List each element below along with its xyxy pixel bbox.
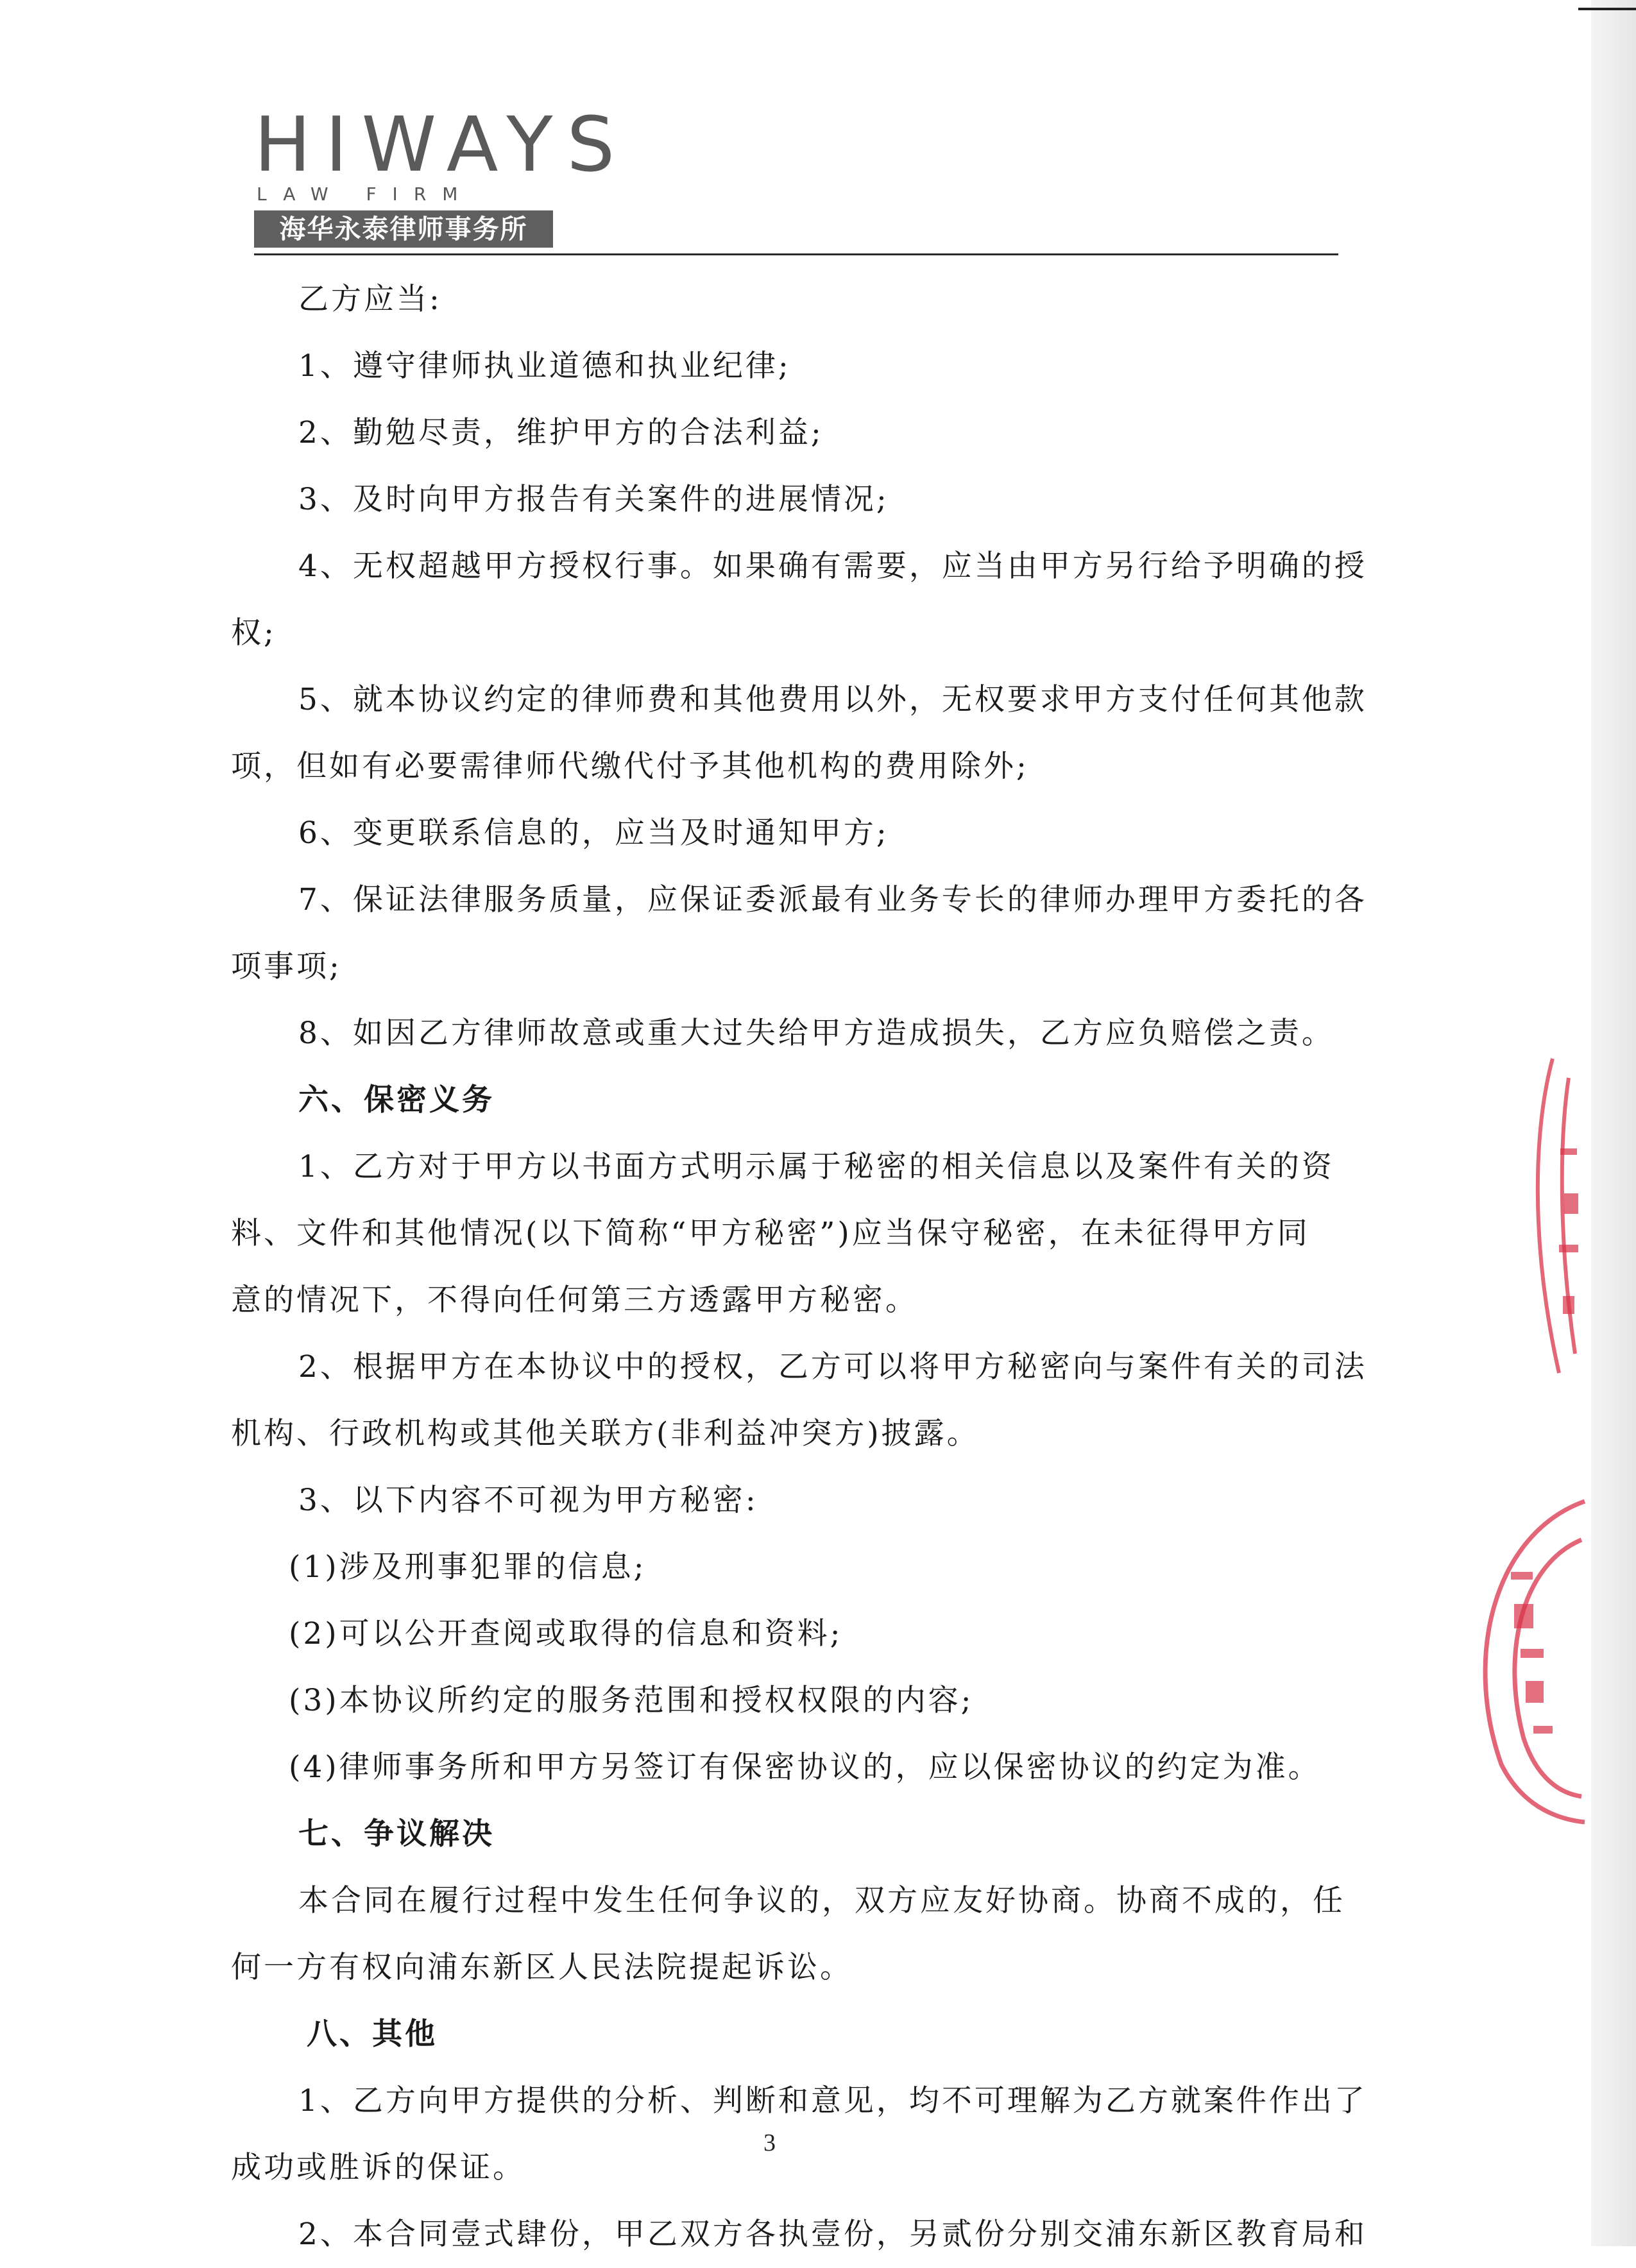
logo-brand-text: HIWAYS: [254, 100, 629, 189]
list-item: 1、遵守律师执业道德和执业纪律;: [298, 348, 791, 384]
sub-list-item: (4)律师事务所和甲方另签订有保密协议的，应以保密协议的约定为准。: [289, 1750, 1321, 1785]
list-item: 2、本合同壹式肆份，甲乙双方各执壹份，另贰份分别交浦东新区教育局和: [298, 2217, 1367, 2252]
list-item: 5、就本协议约定的律师费和其他费用以外，无权要求甲方支付任何其他款: [298, 682, 1367, 717]
list-item: 1、乙方对于甲方以书面方式明示属于秘密的相关信息以及案件有关的资: [298, 1149, 1334, 1184]
sub-list-item: (1)涉及刑事犯罪的信息;: [289, 1549, 647, 1585]
list-item-continuation: 项事项;: [231, 949, 342, 984]
logo-chinese-name: 海华永泰律师事务所: [254, 210, 553, 248]
sub-list-item: (2)可以公开查阅或取得的信息和资料;: [289, 1616, 843, 1651]
list-item-continuation: 项，但如有必要需律师代缴代付予其他机构的费用除外;: [231, 749, 1029, 784]
list-item: 4、无权超越甲方授权行事。如果确有需要，应当由甲方另行给予明确的授: [298, 549, 1367, 584]
section-heading-confidentiality: 六、保密义务: [298, 1082, 495, 1118]
list-item: 2、勤勉尽责，维护甲方的合法利益;: [298, 415, 824, 450]
law-firm-logo: [254, 100, 629, 248]
red-seal-fragment-upper: [1514, 1052, 1591, 1386]
section-heading-other: 八、其他: [307, 2016, 438, 2052]
list-item: 7、保证法律服务质量，应保证委派最有业务专长的律师办理甲方委托的各: [298, 882, 1367, 917]
list-item: 8、如因乙方律师故意或重大过失给甲方造成损失，乙方应负赔偿之责。: [298, 1016, 1334, 1051]
paragraph: 本合同在履行过程中发生任何争议的，双方应友好协商。协商不成的，任: [298, 1883, 1345, 1918]
list-item: 3、及时向甲方报告有关案件的进展情况;: [298, 482, 889, 517]
list-item-continuation: 意的情况下，不得向任何第三方透露甲方秘密。: [231, 1283, 918, 1318]
red-seal-fragment-lower: [1450, 1495, 1591, 1829]
list-item-continuation: 成功或胜诉的保证。: [231, 2150, 525, 2185]
list-item: 2、根据甲方在本协议中的授权，乙方可以将甲方秘密向与案件有关的司法: [298, 1349, 1367, 1385]
list-item-continuation: 机构、行政机构或其他关联方(非利益冲突方)披露。: [231, 1416, 980, 1451]
paragraph-continuation: 何一方有权向浦东新区人民法院提起诉讼。: [231, 1950, 853, 1985]
document-body: [231, 266, 1367, 2268]
list-item: 6、变更联系信息的，应当及时通知甲方;: [298, 815, 889, 851]
list-item: 3、以下内容不可视为甲方秘密:: [298, 1483, 758, 1518]
page-number: 3: [763, 2129, 776, 2156]
scan-corner-mark: [1578, 8, 1636, 10]
list-item-continuation: 权;: [231, 615, 277, 651]
section-heading-dispute: 七、争议解决: [298, 1816, 495, 1852]
scan-page-edge: [1591, 0, 1636, 2246]
sub-list-item: (3)本协议所约定的服务范围和授权权限的内容;: [289, 1683, 974, 1718]
header-divider: [254, 253, 1338, 255]
list-item-continuation: 料、文件和其他情况(以下简称“甲方秘密”)应当保守秘密，在未征得甲方同: [231, 1216, 1310, 1251]
paragraph-intro: 乙方应当:: [298, 282, 442, 317]
list-item: 1、乙方向甲方提供的分析、判断和意见，均不可理解为乙方就案件作出了: [298, 2083, 1367, 2119]
logo-subtitle: LAW FIRM: [257, 183, 474, 205]
